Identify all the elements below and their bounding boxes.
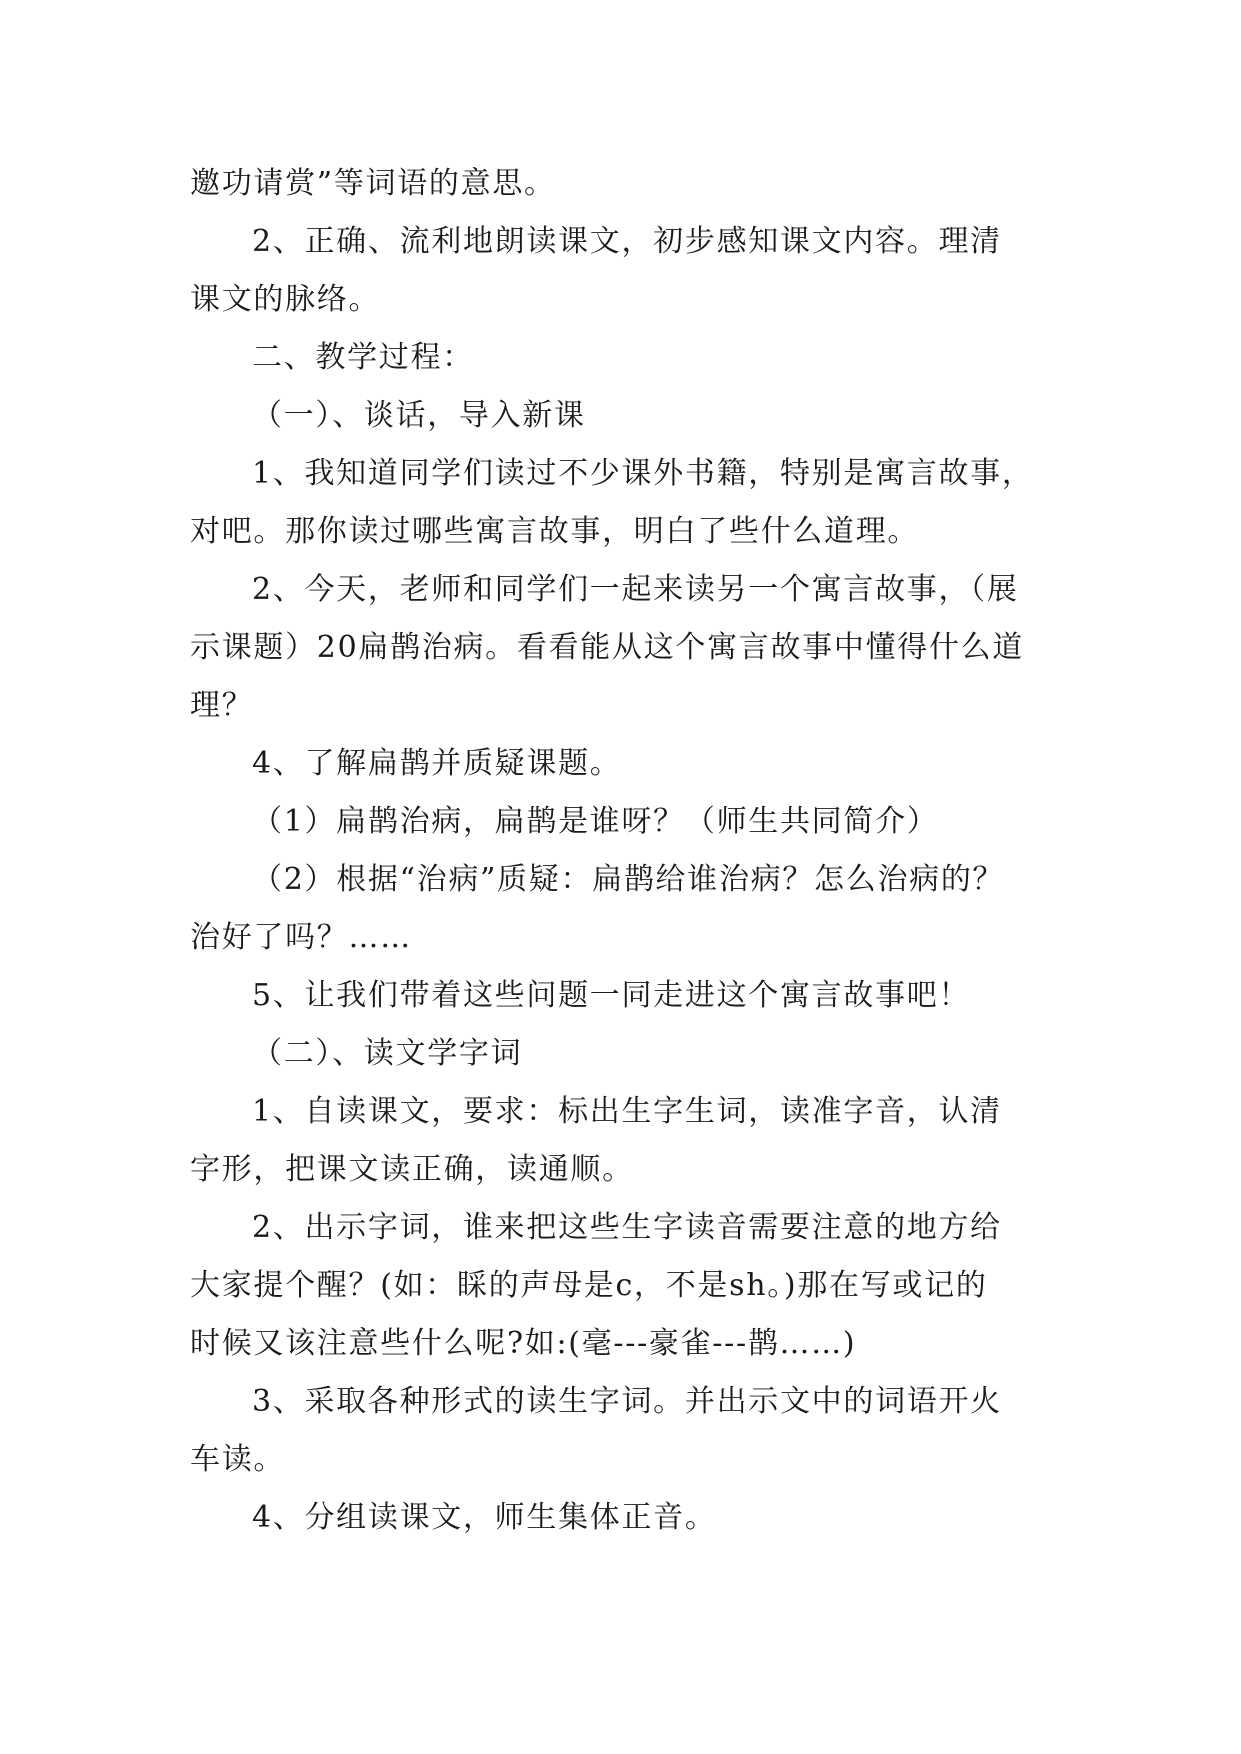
text-line: 字形，把课文读正确，读通顺。 xyxy=(190,1152,634,1187)
text-line: 示课题）20扁鹊治病。看看能从这个寓言故事中懂得什么道 xyxy=(190,630,1025,665)
text-line: 对吧。那你读过哪些寓言故事，明白了些什么道理。 xyxy=(190,514,920,549)
text-line: （2）根据“治病”质疑：扁鹊给谁治病？怎么治病的？ xyxy=(252,862,1005,897)
text-line: 1、我知道同学们读过不少课外书籍，特别是寓言故事， xyxy=(252,456,1034,491)
subsection-heading: （二）、读文学字词 xyxy=(252,1036,523,1071)
text-line: 5、让我们带着这些问题一同走进这个寓言故事吧！ xyxy=(252,978,971,1013)
text-line: 3、采取各种形式的读生字词。并出示文中的词语开火 xyxy=(252,1384,1002,1419)
text-line: 1、自读课文，要求：标出生字生词，读准字音，认清 xyxy=(252,1094,1002,1129)
text-line: 2、正确、流利地朗读课文，初步感知课文内容。理清 xyxy=(252,224,1002,259)
text-line: 2、今天，老师和同学们一起来读另一个寓言故事，（展 xyxy=(252,572,1019,607)
text-line: 2、出示字词，谁来把这些生字读音需要注意的地方给 xyxy=(252,1210,1002,1245)
subsection-heading: （一）、谈话，导入新课 xyxy=(252,398,586,433)
text-line: （1）扁鹊治病，扁鹊是谁呀？（师生共同简介） xyxy=(252,804,939,839)
text-line: 治好了吗？…… xyxy=(190,920,412,955)
text-line: 4、了解扁鹊并质疑课题。 xyxy=(252,746,622,781)
text-line: 课文的脉络。 xyxy=(190,282,381,317)
text-line: 大家提个醒？(如：睬的声母是c，不是sh。)那在写或记的 xyxy=(190,1268,988,1303)
text-line: 车读。 xyxy=(190,1442,286,1477)
text-line: 时候又该注意些什么呢?如:(毫---豪雀---鹊……) xyxy=(190,1326,857,1361)
section-heading: 二、教学过程： xyxy=(252,340,474,375)
text-line: 邀功请赏”等词语的意思。 xyxy=(190,166,556,201)
text-line: 4、分组读课文，师生集体正音。 xyxy=(252,1500,717,1535)
text-line: 理？ xyxy=(190,688,254,723)
